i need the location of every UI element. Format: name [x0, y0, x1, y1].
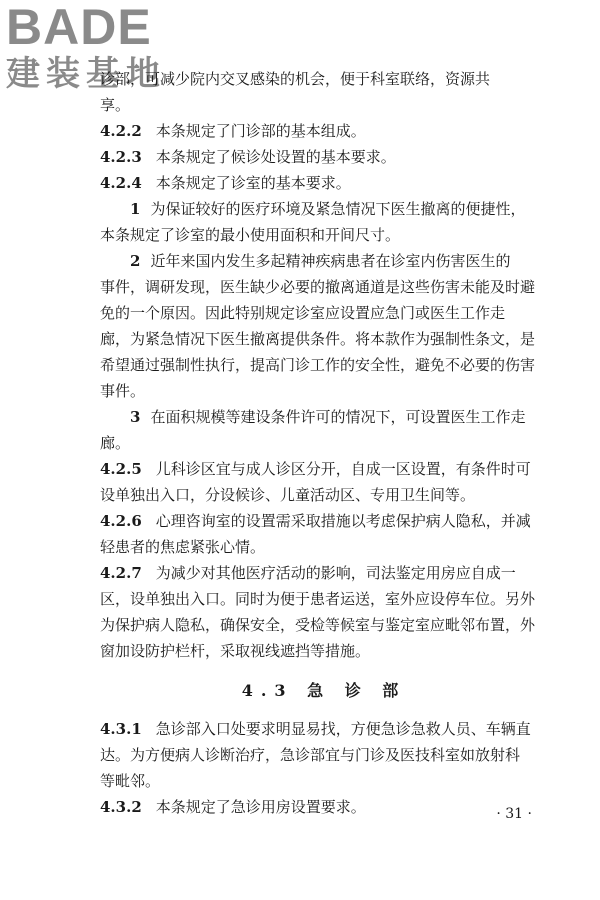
text-line: [100, 456, 548, 482]
clause-number: 4.2.5: [100, 460, 142, 478]
clause-number: 4.3.1: [100, 720, 142, 738]
text-line: [100, 534, 548, 560]
line-text: 事件。: [100, 382, 146, 400]
text-line: [100, 612, 548, 638]
section-heading: 4.3 急 诊 部: [241, 681, 407, 700]
item-number: 2: [130, 252, 141, 270]
text-line: [100, 66, 548, 92]
line-text: 本条规定了诊室的最小使用面积和开间尺寸。: [100, 226, 401, 244]
clause-number: 4.2.4: [100, 174, 142, 192]
line-text: 廊，为紧急情况下医生撤离提供条件。将本款作为强制性条文，是: [100, 330, 536, 348]
line-text: 为保护病人隐私，确保安全，受检等候室与鉴定室应毗邻布置，外: [100, 616, 536, 634]
text-line: [100, 222, 548, 248]
line-text: 急诊部入口处要求明显易找，方便急诊急救人员、车辆直: [155, 720, 531, 738]
text-line: [100, 586, 548, 612]
logo-subtitle: 建装基地: [6, 54, 166, 94]
text-line: [100, 170, 548, 196]
text-line: [100, 118, 548, 144]
line-text: 轻患者的焦虑紧张心情。: [100, 538, 266, 556]
line-text: 本条规定了候诊处设置的基本要求。: [155, 148, 396, 166]
line-text: 心理咨询室的设置需采取措施以考虑保护病人隐私，并减: [155, 512, 531, 530]
text-line: [100, 768, 548, 794]
line-text: 希望通过强制性执行，提高门诊工作的安全性，避免不必要的伤害: [100, 356, 536, 374]
item-number: 1: [130, 200, 141, 218]
line-text: 廊。: [100, 434, 131, 452]
text-line: [100, 92, 548, 118]
text-line: [100, 300, 548, 326]
line-text: 事件，调研发现，医生缺少必要的撤离通道是这些伤害未能及时避: [100, 278, 536, 296]
text-line: [100, 144, 548, 170]
clause-number: 4.2.2: [100, 122, 142, 140]
clause-number: 4.3.2: [100, 798, 142, 816]
text-line: [100, 196, 548, 222]
document-body: [100, 66, 548, 820]
text-line: [100, 482, 548, 508]
line-text: 本条规定了门诊部的基本组成。: [155, 122, 366, 140]
clause-number: 4.2.3: [100, 148, 142, 166]
line-text: 免的一个原因。因此特别规定诊室应设置应急门或医生工作走: [100, 304, 506, 322]
line-text: 等毗邻。: [100, 772, 161, 790]
text-line: [100, 404, 548, 430]
line-text: 为保证较好的医疗环境及紧急情况下医生撤离的便捷性，: [150, 200, 526, 218]
line-text: 为减少对其他医疗活动的影响，司法鉴定用房应自成一: [155, 564, 516, 582]
line-text: 窗加设防护栏杆，采取视线遮挡等措施。: [100, 642, 371, 660]
text-line: [100, 716, 548, 742]
text-line: [100, 638, 548, 664]
line-text: 本条规定了急诊用房设置要求。: [155, 798, 366, 816]
text-line: [100, 794, 548, 820]
item-number: 3: [130, 408, 141, 426]
line-text: 在面积规模等建设条件许可的情况下，可设置医生工作走: [150, 408, 526, 426]
line-text: 达。为方便病人诊断治疗，急诊部宜与门诊及医技科室如放射科: [100, 746, 521, 764]
text-line: [100, 352, 548, 378]
text-line: [100, 274, 548, 300]
text-line: [100, 326, 548, 352]
line-text: 诊部，可减少院内交叉感染的机会，便于科室联络，资源共: [100, 70, 491, 88]
text-line: [100, 248, 548, 274]
clause-number: 4.2.7: [100, 564, 142, 582]
line-text: 近年来国内发生多起精神疾病患者在诊室内伤害医生的: [150, 252, 511, 270]
line-text: 享。: [100, 96, 131, 114]
clause-number: 4.2.6: [100, 512, 142, 530]
text-line: [100, 560, 548, 586]
logo-wordmark: BADE: [6, 0, 152, 55]
line-text: 区，设单独出入口。同时为便于患者运送，室外应设停车位。另外: [100, 590, 536, 608]
text-line: [100, 378, 548, 404]
page-number: · 31 ·: [496, 806, 532, 822]
line-text: 儿科诊区宜与成人诊区分开，自成一区设置，有条件时可: [155, 460, 531, 478]
text-line: [100, 742, 548, 768]
line-text: 设单独出入口，分设候诊、儿童活动区、专用卫生间等。: [100, 486, 476, 504]
text-line: [100, 430, 548, 456]
text-line: [100, 508, 548, 534]
line-text: 本条规定了诊室的基本要求。: [155, 174, 351, 192]
